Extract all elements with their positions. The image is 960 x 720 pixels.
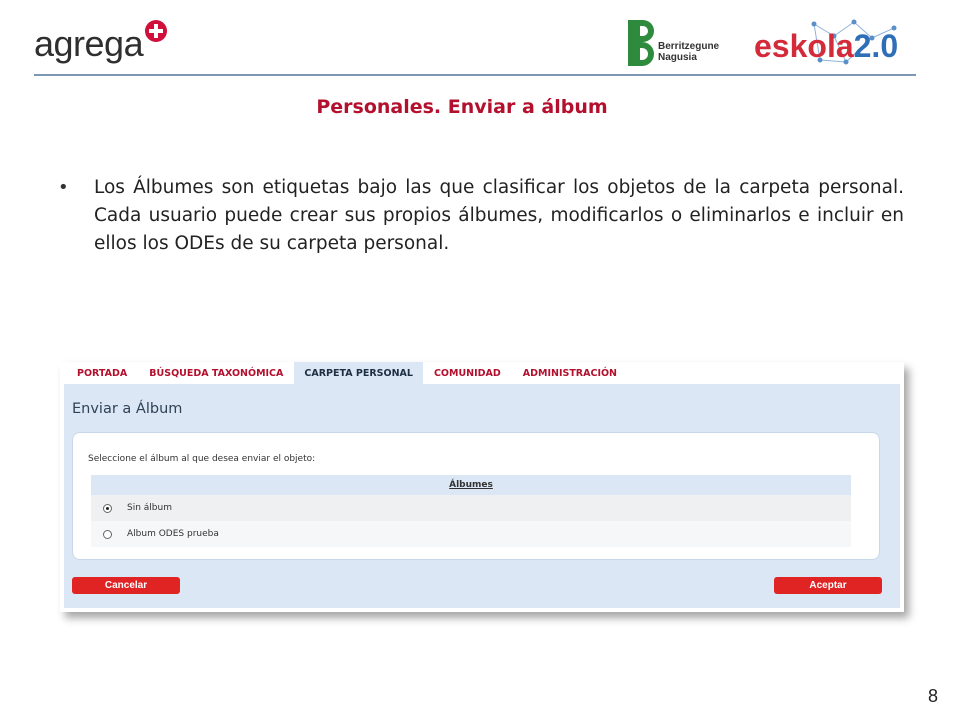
berritzegune-logo-text	[658, 41, 719, 63]
accept-button[interactable]: Aceptar	[774, 577, 882, 594]
eskola-logo-text	[754, 28, 898, 65]
berritzegune-logo	[628, 20, 719, 66]
eskola-word: eskola	[754, 28, 854, 64]
bullet-point	[58, 174, 904, 258]
page-number: 8	[928, 686, 939, 706]
app-screenshot	[60, 362, 904, 612]
content-area	[64, 384, 900, 608]
eskola-logo	[754, 16, 904, 72]
berritzegune-line2: Nagusia	[658, 52, 697, 63]
main-nav	[60, 362, 904, 384]
album-panel	[72, 432, 880, 560]
radio-button[interactable]	[103, 530, 112, 539]
album-label: Album ODES prueba	[127, 529, 219, 539]
tab-comunidad[interactable]: COMUNIDAD	[433, 368, 501, 379]
plus-icon	[145, 20, 167, 42]
agrega-logo	[34, 24, 167, 64]
album-table	[91, 475, 851, 547]
berritzegune-line1: Berritzegune	[658, 41, 720, 52]
tab-carpeta-personal[interactable]: CARPETA PERSONAL	[294, 362, 423, 384]
bullet-text: Los Álbumes son etiquetas bajo las que clasificar los objetos de la carpeta personal. Cada usuario puede crear sus propios álbumes, modificarlos o eliminarlos e incluir en ellos los ODEs de su carpeta personal.	[94, 177, 904, 254]
eskola-version: 2.0	[853, 28, 899, 64]
radio-button-selected[interactable]	[103, 504, 112, 513]
agrega-logo-text: agrega	[34, 23, 144, 64]
album-option-album-odes-prueba[interactable]	[91, 521, 851, 547]
tab-busqueda-taxonomica[interactable]: BÚSQUEDA TAXONÓMICA	[149, 368, 284, 379]
tab-administracion[interactable]: ADMINISTRACIÓN	[522, 368, 618, 379]
page-title: Enviar a Álbum	[72, 401, 183, 417]
table-header: Álbumes	[91, 475, 851, 495]
album-option-sin-album[interactable]	[91, 495, 851, 521]
bullet-icon: •	[58, 177, 69, 198]
instruction-text: Seleccione el álbum al que desea enviar el objeto:	[88, 454, 316, 464]
cancel-button[interactable]: Cancelar	[72, 577, 180, 594]
tab-portada[interactable]: PORTADA	[77, 368, 128, 379]
slide-title: Personales. Enviar a álbum	[316, 96, 608, 118]
header-divider	[34, 74, 916, 76]
berritzegune-b-icon	[628, 20, 654, 66]
album-label: Sin álbum	[127, 503, 172, 513]
